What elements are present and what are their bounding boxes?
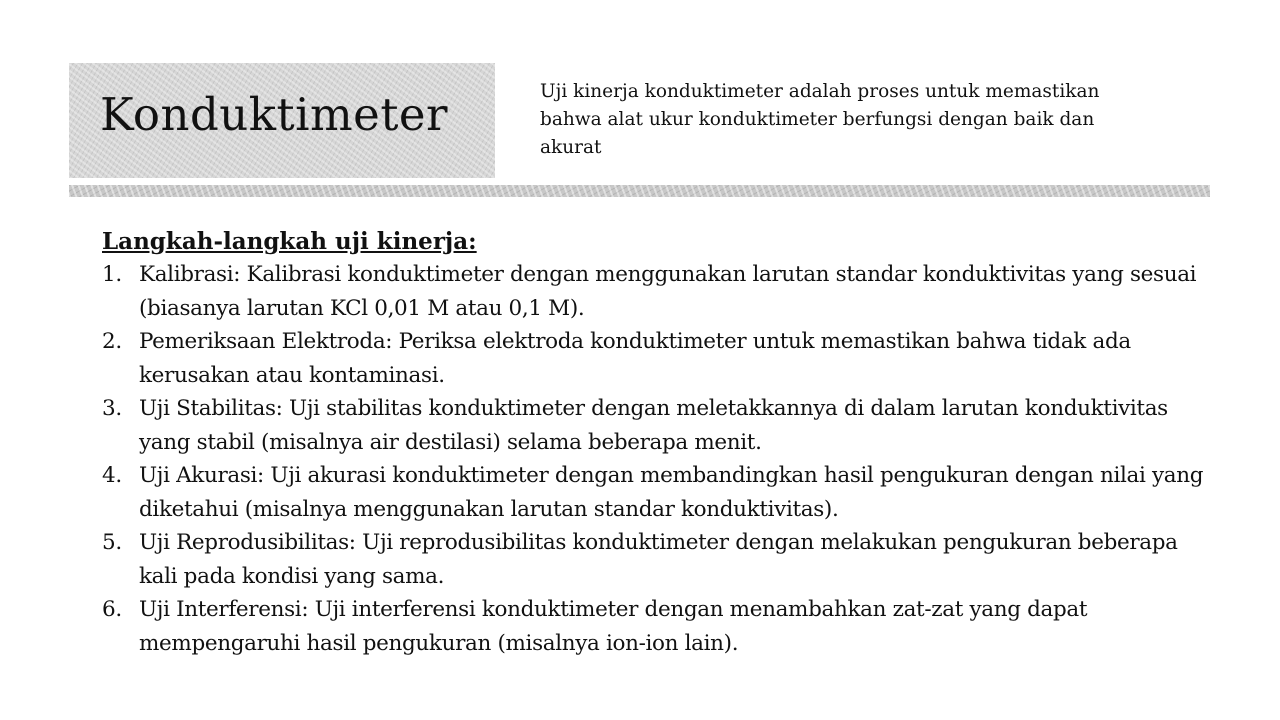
steps-heading: Langkah-langkah uji kinerja:: [102, 228, 477, 255]
item-number: 5.: [102, 530, 122, 555]
title-box: [69, 63, 495, 178]
slide-body: [102, 226, 1242, 660]
item-number: 3.: [102, 396, 122, 421]
item-number: 2.: [102, 329, 122, 354]
steps-list: [102, 258, 1242, 660]
slide-subtitle: Uji kinerja konduktimeter adalah proses untuk memastikan bahwa alat ukur konduktimeter berfungsi dengan baik dan akurat: [540, 81, 1100, 158]
list-item: [102, 258, 1219, 325]
item-number: 1.: [102, 262, 122, 287]
list-item: [102, 392, 1219, 459]
item-text: Kalibrasi: Kalibrasi konduktimeter dengan menggunakan larutan standar konduktivitas yang sesuai (biasanya larutan KCl 0,01 M atau 0,1 M).: [139, 262, 1197, 321]
item-text: Uji Interferensi: Uji interferensi konduktimeter dengan menambahkan zat-zat yang dapat mempengaruhi hasil pengukuran (misalnya ion-ion lain).: [139, 597, 1088, 656]
slide-title: Konduktimeter: [100, 88, 449, 141]
list-item: [102, 325, 1219, 392]
decorative-divider: [69, 185, 1210, 197]
item-text: Pemeriksaan Elektroda: Periksa elektroda konduktimeter untuk memastikan bahwa tidak ada kerusakan atau kontaminasi.: [139, 329, 1131, 388]
item-number: 4.: [102, 463, 122, 488]
item-number: 6.: [102, 597, 122, 622]
item-text: Uji Akurasi: Uji akurasi konduktimeter dengan membandingkan hasil pengukuran dengan nilai yang diketahui (misalnya menggunakan larutan standar konduktivitas).: [139, 463, 1204, 522]
list-item: [102, 593, 1219, 660]
item-text: Uji Stabilitas: Uji stabilitas konduktimeter dengan meletakkannya di dalam larutan konduktivitas yang stabil (misalnya air destilasi) selama beberapa menit.: [139, 396, 1168, 455]
item-text: Uji Reprodusibilitas: Uji reprodusibilitas konduktimeter dengan melakukan pengukuran beberapa kali pada kondisi yang sama.: [139, 530, 1178, 589]
list-item: [102, 459, 1219, 526]
list-item: [102, 526, 1219, 593]
